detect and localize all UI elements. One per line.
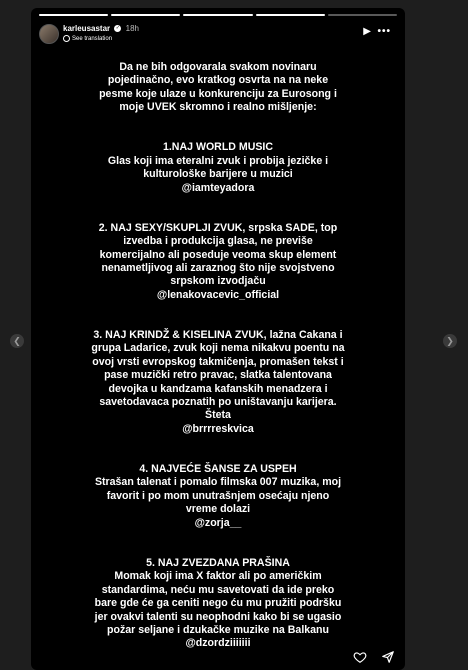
intro-line: moje UVEK skromno i realno mišljenje:: [119, 101, 317, 114]
section-4-line: vreme dolazi: [185, 503, 251, 516]
globe-icon: [63, 35, 70, 42]
section-1-line: kulturološke barijere u muzici: [143, 168, 293, 181]
section-4-line: Strašan talenat i pomalo filmska 007 muzika, moj: [94, 476, 342, 489]
section-3-line: devojka u kandzama kafanskih menadzera i: [108, 382, 328, 395]
avatar[interactable]: [39, 24, 59, 44]
section-4-title: 4. NAJVEĆE ŠANSE ZA USPEH: [139, 463, 297, 476]
story-progress-bar: [39, 14, 397, 16]
more-options-icon[interactable]: •••: [377, 26, 391, 37]
section-5-line: jer ovakvi talenti su neophodni kako bi se ugasio: [94, 610, 342, 623]
section-1-line: Glas koji ima eteralni zvuk i probija jezičke i: [107, 154, 329, 167]
section-2-title: 2. NAJ SEXY/SKUPLJI ZVUK, srpska SADE, top: [98, 221, 338, 234]
section-5-line: standardima, neću mu savetovati da ide preko: [101, 583, 335, 596]
user-line: [63, 24, 139, 33]
section-3-line: Šteta: [205, 409, 231, 422]
section-3-line: ovoj vrsti evropskog takmičenja, promašen tekst i: [92, 355, 344, 368]
paper-plane-icon[interactable]: [381, 650, 395, 664]
heart-icon[interactable]: [353, 650, 367, 664]
section-3-line: grupa Ladarice, zvuk koji nema nikakvu poentu na: [91, 342, 345, 355]
section-5-title: 5. NAJ ZVEZDANA PRAŠINA: [146, 556, 290, 569]
section-2-mention[interactable]: @lenakovacevic_official: [156, 288, 280, 301]
chevron-right-icon[interactable]: ❯: [443, 334, 457, 348]
see-translation-label: See translation: [72, 36, 113, 43]
story-actions: [353, 650, 395, 664]
see-translation-link[interactable]: [63, 35, 112, 42]
section-2-line: komercijalno ali poseduje veoma skup element: [99, 248, 337, 261]
intro-line: pojedinačno, evo kratkog osvrta na na neke: [107, 74, 329, 87]
intro-line: pesme koje ulaze u konkurenciju za Eurosong i: [99, 87, 337, 100]
section-3-mention[interactable]: @brrrreskvica: [182, 422, 254, 435]
chevron-left-icon[interactable]: ❮: [10, 334, 24, 348]
progress-segment: [39, 14, 108, 16]
section-1-mention[interactable]: @iamteyadora: [181, 181, 255, 194]
story-text: [31, 61, 405, 651]
section-3-title: 3. NAJ KRINDŽ & KISELINA ZVUK, lažna Cakana i: [93, 329, 343, 342]
section-2-line: srpskom izvodjaču: [170, 275, 266, 288]
progress-segment: [256, 14, 325, 16]
section-3-line: savetodavaca poznatih po uništavanju karijera.: [99, 396, 337, 409]
story-header: [39, 22, 397, 50]
section-2-line: nenametljivog ali zaraznog što nije svojstveno: [101, 262, 335, 275]
story-card: [31, 8, 405, 670]
progress-segment: [183, 14, 252, 16]
post-time: 18h: [125, 24, 139, 33]
section-4-line: favorit i po mom unutrašnjem osećaju njeno: [106, 489, 330, 502]
play-icon[interactable]: ▶: [363, 26, 371, 37]
section-5-line: požar seljane i dzukačke muzike na Balkanu: [107, 623, 329, 636]
progress-segment: [111, 14, 180, 16]
section-5-line: bare gde će ga ceniti nego ću mu pružiti podršku: [94, 597, 342, 610]
progress-segment: [328, 14, 397, 16]
section-5-mention[interactable]: @dzordziiiiiii: [185, 637, 251, 650]
section-4-mention[interactable]: @zorja__: [194, 516, 242, 529]
username[interactable]: karleusastar: [63, 24, 111, 33]
verified-badge-icon: ✓: [115, 25, 120, 32]
section-5-line: Momak koji ima X faktor ali po američkim: [114, 570, 322, 583]
intro-line: Da ne bih odgovarala svakom novinaru: [119, 61, 317, 73]
section-2-line: izvedba i produkcija glasa, ne previše: [123, 235, 313, 248]
section-1-title: 1.NAJ WORLD MUSIC: [162, 141, 274, 154]
section-3-line: pase muzički retro pravac, slatka talentovana: [104, 369, 332, 382]
